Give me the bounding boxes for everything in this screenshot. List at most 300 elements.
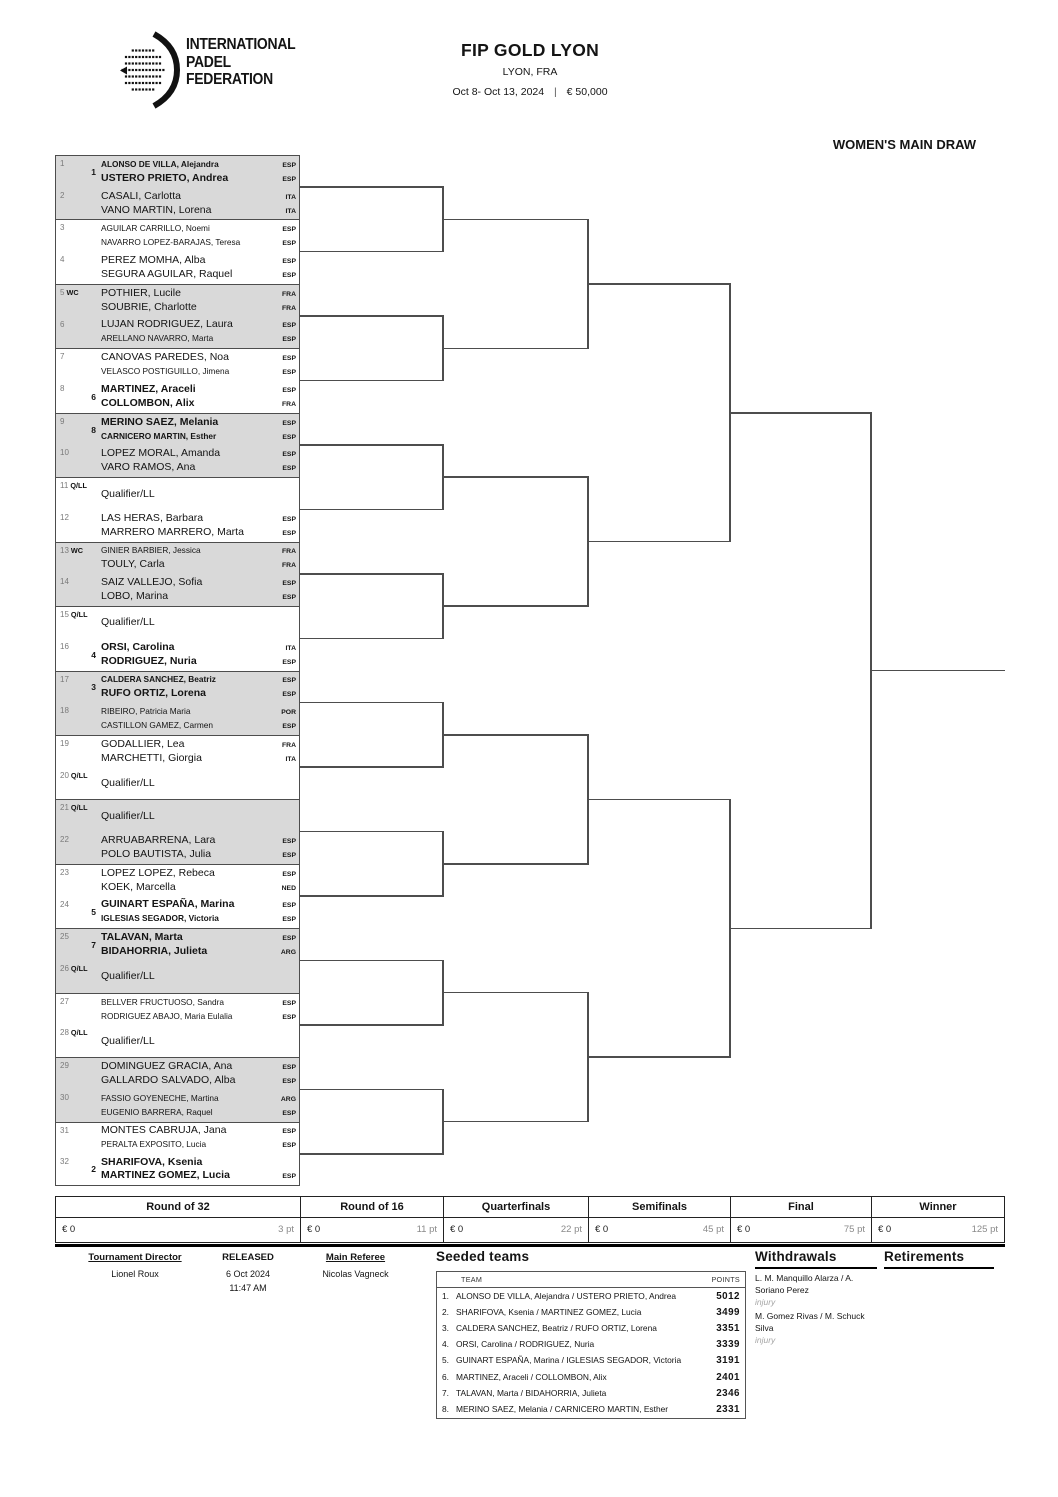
round-prize: € 0 [307,1224,321,1235]
entry-team [96,832,299,864]
entry-number-cell [56,703,83,735]
entry-team [96,994,299,1026]
bracket-line-horizontal [300,1024,443,1026]
entry-position: 27 [60,996,69,1006]
player-name: USTERO PRIETO, Andrea [101,171,229,184]
player-line [101,687,296,701]
bracket-line-horizontal [300,315,443,317]
round-prize: € 0 [595,1224,609,1235]
entry-tag: Q/LL [70,610,88,620]
player-line [101,848,296,862]
seeded-team-points: 2401 [716,1371,740,1383]
country-code: ESP [282,355,296,363]
player-line [101,931,296,945]
entry-team [96,736,299,768]
round-points: 22 pt [560,1224,582,1235]
entry-seed-cell [83,574,96,606]
entry-seed: 2 [91,1164,96,1175]
logo-line-2: PADEL [186,53,231,71]
country-code: ITA [285,755,296,763]
bracket-entry [56,445,299,477]
withdrawals-title: Withdrawals [755,1249,877,1269]
player-name: ORSI, Carolina [101,640,175,653]
seeded-team-names: MERINO SAEZ, Melania / CARNICERO MARTIN, Esther [456,1403,669,1414]
country-code: FRA [282,290,296,298]
withdrawal-items [755,1273,877,1345]
player-line [101,576,296,590]
player-line [101,416,296,430]
player-line [101,641,296,655]
round-points: 11 pt [416,1224,437,1235]
entry-seed-cell [83,1090,96,1122]
player-name: VELASCO POSTIGUILLO, Jimena [101,366,230,377]
entry-number-cell [56,1058,83,1090]
round-prize: € 0 [878,1224,892,1235]
player-line [101,1169,296,1183]
match-box [55,348,300,412]
entry-position: 5 [60,287,65,297]
bracket-entry [56,768,299,800]
seeded-team-row [437,1369,745,1385]
entry-position: 6 [60,319,65,329]
entry-number-cell [56,574,83,606]
country-code: ESP [282,226,296,234]
bracket-entry [56,800,299,832]
round-points: 3 pt [278,1224,294,1235]
entry-team [96,381,299,413]
entry-seed-cell [83,832,96,864]
bracket-line-horizontal [443,992,588,994]
player-name: SEGURA AGUILAR, Raquel [101,268,233,281]
bracket-line-horizontal [300,1089,443,1091]
entry-seed-cell [83,1154,96,1185]
withdrawal-reason: injury [755,1335,776,1345]
match-box [55,864,300,928]
player-line [101,719,296,733]
match-box [55,606,300,670]
entry-team [96,349,299,381]
seeded-team-points: 2346 [716,1387,740,1399]
player-name: IGLESIAS SEGADOR, Victoria [101,913,219,924]
player-name: MERINO SAEZ, Melania [101,415,219,428]
match-box [55,671,300,735]
match-box [55,477,300,541]
player-name: RIBEIRO, Patricia Maria [101,706,191,717]
player-name: LOBO, Marina [101,590,169,603]
entry-seed-cell [83,800,96,832]
entry-team [96,414,299,446]
player-name: RODRIGUEZ ABAJO, Maria Eulalia [101,1010,233,1021]
footer-rule [55,1244,1005,1247]
player-name: ARRUABARRENA, Lara [101,833,216,846]
player-line [101,397,296,411]
seeded-team-number: 5. [442,1355,449,1366]
seeded-team-points: 3351 [716,1322,740,1334]
round-column-header: Round of 16 [301,1197,444,1217]
player-line [101,738,296,752]
entry-position: 7 [60,352,65,362]
seeded-teams-header [437,1272,745,1288]
bracket-entry [56,188,299,220]
entry-team [96,897,299,929]
player-name: RODRIGUEZ, Nuria [101,654,197,667]
bracket-entry [56,1025,299,1057]
player-line [101,1124,296,1138]
country-code: ESP [282,935,296,943]
player-line [101,996,296,1010]
entry-seed-cell [83,703,96,735]
seeded-team-number: 3. [442,1322,449,1333]
player-name: POTHIER, Lucile [101,286,181,299]
seeded-team-number: 1. [442,1290,449,1301]
entry-number-cell [56,736,83,768]
match-box [55,735,300,799]
entry-team [96,478,299,510]
player-line [101,512,296,526]
player-line [101,287,296,301]
entry-tag: WC [66,287,79,297]
player-line [101,1106,296,1120]
player-name: ALONSO DE VILLA, Alejandra [101,158,219,169]
entry-position: 21 [60,803,69,813]
country-code: FRA [282,400,296,408]
entry-position: 16 [60,641,69,651]
player-name: SOUBRIE, Charlotte [101,300,197,313]
round-column-values [444,1218,589,1242]
bracket-entry [56,510,299,542]
match-box [55,155,300,219]
player-line [101,447,296,461]
player-line [101,945,296,959]
player-line [101,318,296,332]
bracket-entry [56,639,299,671]
tournament-director-label: Tournament Director [88,1252,182,1263]
player-line [101,365,296,379]
entry-seed-cell [83,736,96,768]
seeded-team-row [437,1320,745,1336]
country-code: ESP [282,580,296,588]
qualifier-label: Qualifier/LL [101,970,155,983]
entry-team [96,574,299,606]
round-column-header: Winner [919,1201,957,1213]
bracket-entry [56,1123,299,1154]
match-box [55,799,300,863]
bracket-entry [56,574,299,606]
player-line [101,383,296,397]
country-code: ESP [282,161,296,169]
entry-seed-cell [83,317,96,349]
bracket-line-horizontal [730,412,871,414]
bracket-line-horizontal [443,1121,588,1123]
entry-number-cell [56,349,83,381]
entry-position: 22 [60,835,69,845]
withdrawal-reason: injury [755,1297,776,1307]
player-name: SHARIFOVA, Ksenia [101,1155,203,1168]
bracket-line-horizontal [730,928,871,930]
entry-position: 30 [60,1092,69,1102]
entry-number-cell [56,445,83,477]
player-name: VANO MARTIN, Lorena [101,203,212,216]
player-name: BELLVER FRUCTUOSO, Sandra [101,996,224,1007]
player-line [101,912,296,926]
entry-number-cell [56,897,83,929]
bracket-entry [56,156,299,188]
qualifier-label: Qualifier/LL [101,487,155,500]
player-name: ARELLANO NAVARRO, Marta [101,333,214,344]
entry-position: 15 [60,610,69,620]
player-line [101,1156,296,1169]
seeded-points-column-header: POINTS [711,1275,740,1284]
entry-team [96,929,299,961]
player-name: MARRERO MARRERO, Marta [101,525,244,538]
player-line [101,590,296,604]
round-points: 75 pt [843,1224,865,1235]
bracket-line-horizontal [588,1056,730,1058]
released-block [203,1252,293,1293]
released-date: 6 Oct 2024 [225,1269,271,1279]
entry-seed-cell [83,1058,96,1090]
match-box [55,284,300,348]
entry-position: 32 [60,1156,69,1166]
player-line [101,705,296,719]
entry-number-cell [56,478,87,510]
round-points: 125 pt [971,1224,998,1235]
seeded-team-points: 2331 [716,1403,740,1415]
entry-team [96,961,299,993]
entry-number-cell [56,543,83,575]
entry-position: 20 [60,770,69,780]
entry-number-cell [56,317,83,349]
entry-team [96,510,299,542]
bracket-entry [56,349,299,381]
entry-team [96,1058,299,1090]
entry-position: 2 [60,190,65,200]
country-code: ESP [282,1078,296,1086]
entry-position: 8 [60,384,65,394]
player-line [101,881,296,895]
bracket-line-horizontal [443,348,588,350]
seeded-team-row [437,1288,745,1304]
withdrawals-block [755,1249,877,1345]
entry-number-cell [56,1123,83,1154]
entry-number-cell [56,156,83,188]
country-code: ESP [282,272,296,280]
rounds-header-row [56,1197,1004,1218]
country-code: ESP [282,999,296,1007]
entry-number-cell [56,188,83,220]
bracket-entry [56,543,299,575]
player-name: NAVARRO LOPEZ-BARAJAS, Teresa [101,237,241,248]
bracket-entry [56,897,299,929]
entry-seed-cell [83,156,96,188]
player-line [101,544,296,558]
bracket-line-horizontal [300,573,443,575]
player-name: PEREZ MOMHA, Alba [101,254,206,267]
bracket-entry [56,961,299,993]
player-name: DOMINGUEZ GRACIA, Ana [101,1060,233,1073]
player-line [101,1074,296,1088]
seeded-team-row [437,1337,745,1353]
entry-team [96,800,299,832]
country-code: ESP [282,870,296,878]
released-time: 11:47 AM [229,1283,267,1293]
player-line [101,867,296,881]
entry-number-cell [56,1025,88,1057]
player-line [101,1092,296,1106]
bracket-line-horizontal [443,605,588,607]
entry-seed-cell [83,445,96,477]
entry-number-cell [56,961,88,993]
entry-seed: 5 [91,907,96,918]
player-line [101,673,296,687]
entry-number-cell [56,768,88,800]
bracket-line-horizontal [300,638,443,640]
entry-number-cell [56,510,83,542]
player-line [101,332,296,346]
bracket-entry [56,285,299,317]
country-code: ESP [282,658,296,666]
entry-number-cell [56,252,83,284]
country-code: ESP [282,336,296,344]
player-line [101,430,296,444]
bracket-line-horizontal [443,219,588,221]
bracket-line-horizontal [300,509,443,511]
round-column-values [301,1218,444,1242]
player-name: LOPEZ LOPEZ, Rebeca [101,866,215,879]
withdrawal-item [755,1311,877,1345]
bracket-entry [56,317,299,349]
bracket-line-horizontal [443,476,588,478]
entry-position: 11 [60,481,69,491]
country-code: ESP [282,175,296,183]
entry-number-cell [56,929,83,961]
seeded-team-number: 2. [442,1306,449,1317]
country-code: FRA [282,304,296,312]
entry-number-cell [56,994,83,1026]
country-code: ESP [282,515,296,523]
country-code: ESP [282,1013,296,1021]
seeded-team-row [437,1353,745,1369]
bracket-line-horizontal [300,895,443,897]
player-line [101,172,296,186]
entry-seed-cell [83,607,96,639]
player-name: BIDAHORRIA, Julieta [101,945,208,958]
entry-team [96,317,299,349]
seeded-team-points: 5012 [716,1290,740,1302]
seeded-teams-block [436,1249,748,1419]
round-column-header: Quarterfinals [444,1197,589,1217]
bracket-entry [56,672,299,704]
entry-position: 4 [60,255,65,265]
entry-tag: Q/LL [70,770,88,780]
player-line [101,222,296,236]
round-column-header: Semifinals [589,1197,731,1217]
entry-seed: 3 [91,682,96,693]
seeded-team-row [437,1304,745,1320]
entry-position: 19 [60,738,69,748]
player-name: CASALI, Carlotta [101,189,181,202]
player-line [101,1060,296,1074]
bracket-entry [56,1058,299,1090]
country-code: ESP [282,677,296,685]
bracket-entry [56,414,299,446]
player-line [101,158,296,172]
entry-number-cell [56,220,83,252]
entry-number-cell [56,414,83,446]
entry-number-cell [56,1154,83,1185]
withdrawal-team: M. Gomez Rivas / M. Schuck Silva [755,1311,865,1333]
player-name: KOEK, Marcella [101,880,176,893]
entry-position: 25 [60,932,69,942]
bracket-line-horizontal [300,380,443,382]
seeded-team-points: 3339 [716,1339,740,1351]
bracket-line-horizontal [871,670,1005,672]
entry-number-cell [56,381,83,413]
entry-seed-cell [83,1025,96,1057]
entry-team [96,188,299,220]
player-line [101,351,296,365]
round-prize: € 0 [737,1224,751,1235]
seeded-teams-title: Seeded teams [436,1249,530,1264]
retirements-block [884,1249,994,1269]
entry-team [96,1090,299,1122]
entry-position: 31 [60,1125,69,1135]
player-line [101,558,296,572]
player-name: CARNICERO MARTIN, Esther [101,430,217,441]
entry-position: 9 [60,416,65,426]
bracket-entry [56,832,299,864]
country-code: ESP [282,322,296,330]
player-name: LUJAN RODRIGUEZ, Laura [101,318,233,331]
match-box [55,542,300,606]
country-code: ESP [282,691,296,699]
entry-position: 12 [60,512,69,522]
bracket-line-horizontal [443,863,588,865]
entry-team [96,639,299,671]
entry-seed: 8 [91,424,96,435]
seeded-team-names: SHARIFOVA, Ksenia / MARTINEZ GOMEZ, Lucia [456,1306,642,1317]
round-column-values [731,1218,872,1242]
entry-position: 29 [60,1061,69,1071]
seeded-team-number: 7. [442,1387,449,1398]
country-code: ESP [282,419,296,427]
entry-seed-cell [83,252,96,284]
country-code: ESP [282,369,296,377]
entry-position: 17 [60,674,69,684]
entry-seed-cell [83,414,96,446]
player-name: TOULY, Carla [101,558,165,571]
player-line [101,268,296,282]
entry-seed-cell [83,639,96,671]
player-name: LAS HERAS, Barbara [101,511,204,524]
player-line [101,190,296,204]
country-code: ESP [282,1109,296,1117]
entry-seed-cell [83,188,96,220]
bracket-line-horizontal [300,444,443,446]
round-column-header: Final [731,1197,872,1217]
entry-position: 24 [60,899,69,909]
entry-position: 10 [60,448,69,458]
match-box [55,1122,300,1186]
seeded-team-names: TALAVAN, Marta / BIDAHORRIA, Julieta [456,1387,607,1398]
bracket-entry [56,994,299,1026]
player-name: CASTILLON GAMEZ, Carmen [101,720,214,731]
entry-tag: Q/LL [70,963,88,973]
entry-number-cell [56,672,83,704]
entry-number-cell [56,607,88,639]
seeded-team-column-header: TEAM [461,1275,483,1284]
entry-number-cell [56,639,83,671]
